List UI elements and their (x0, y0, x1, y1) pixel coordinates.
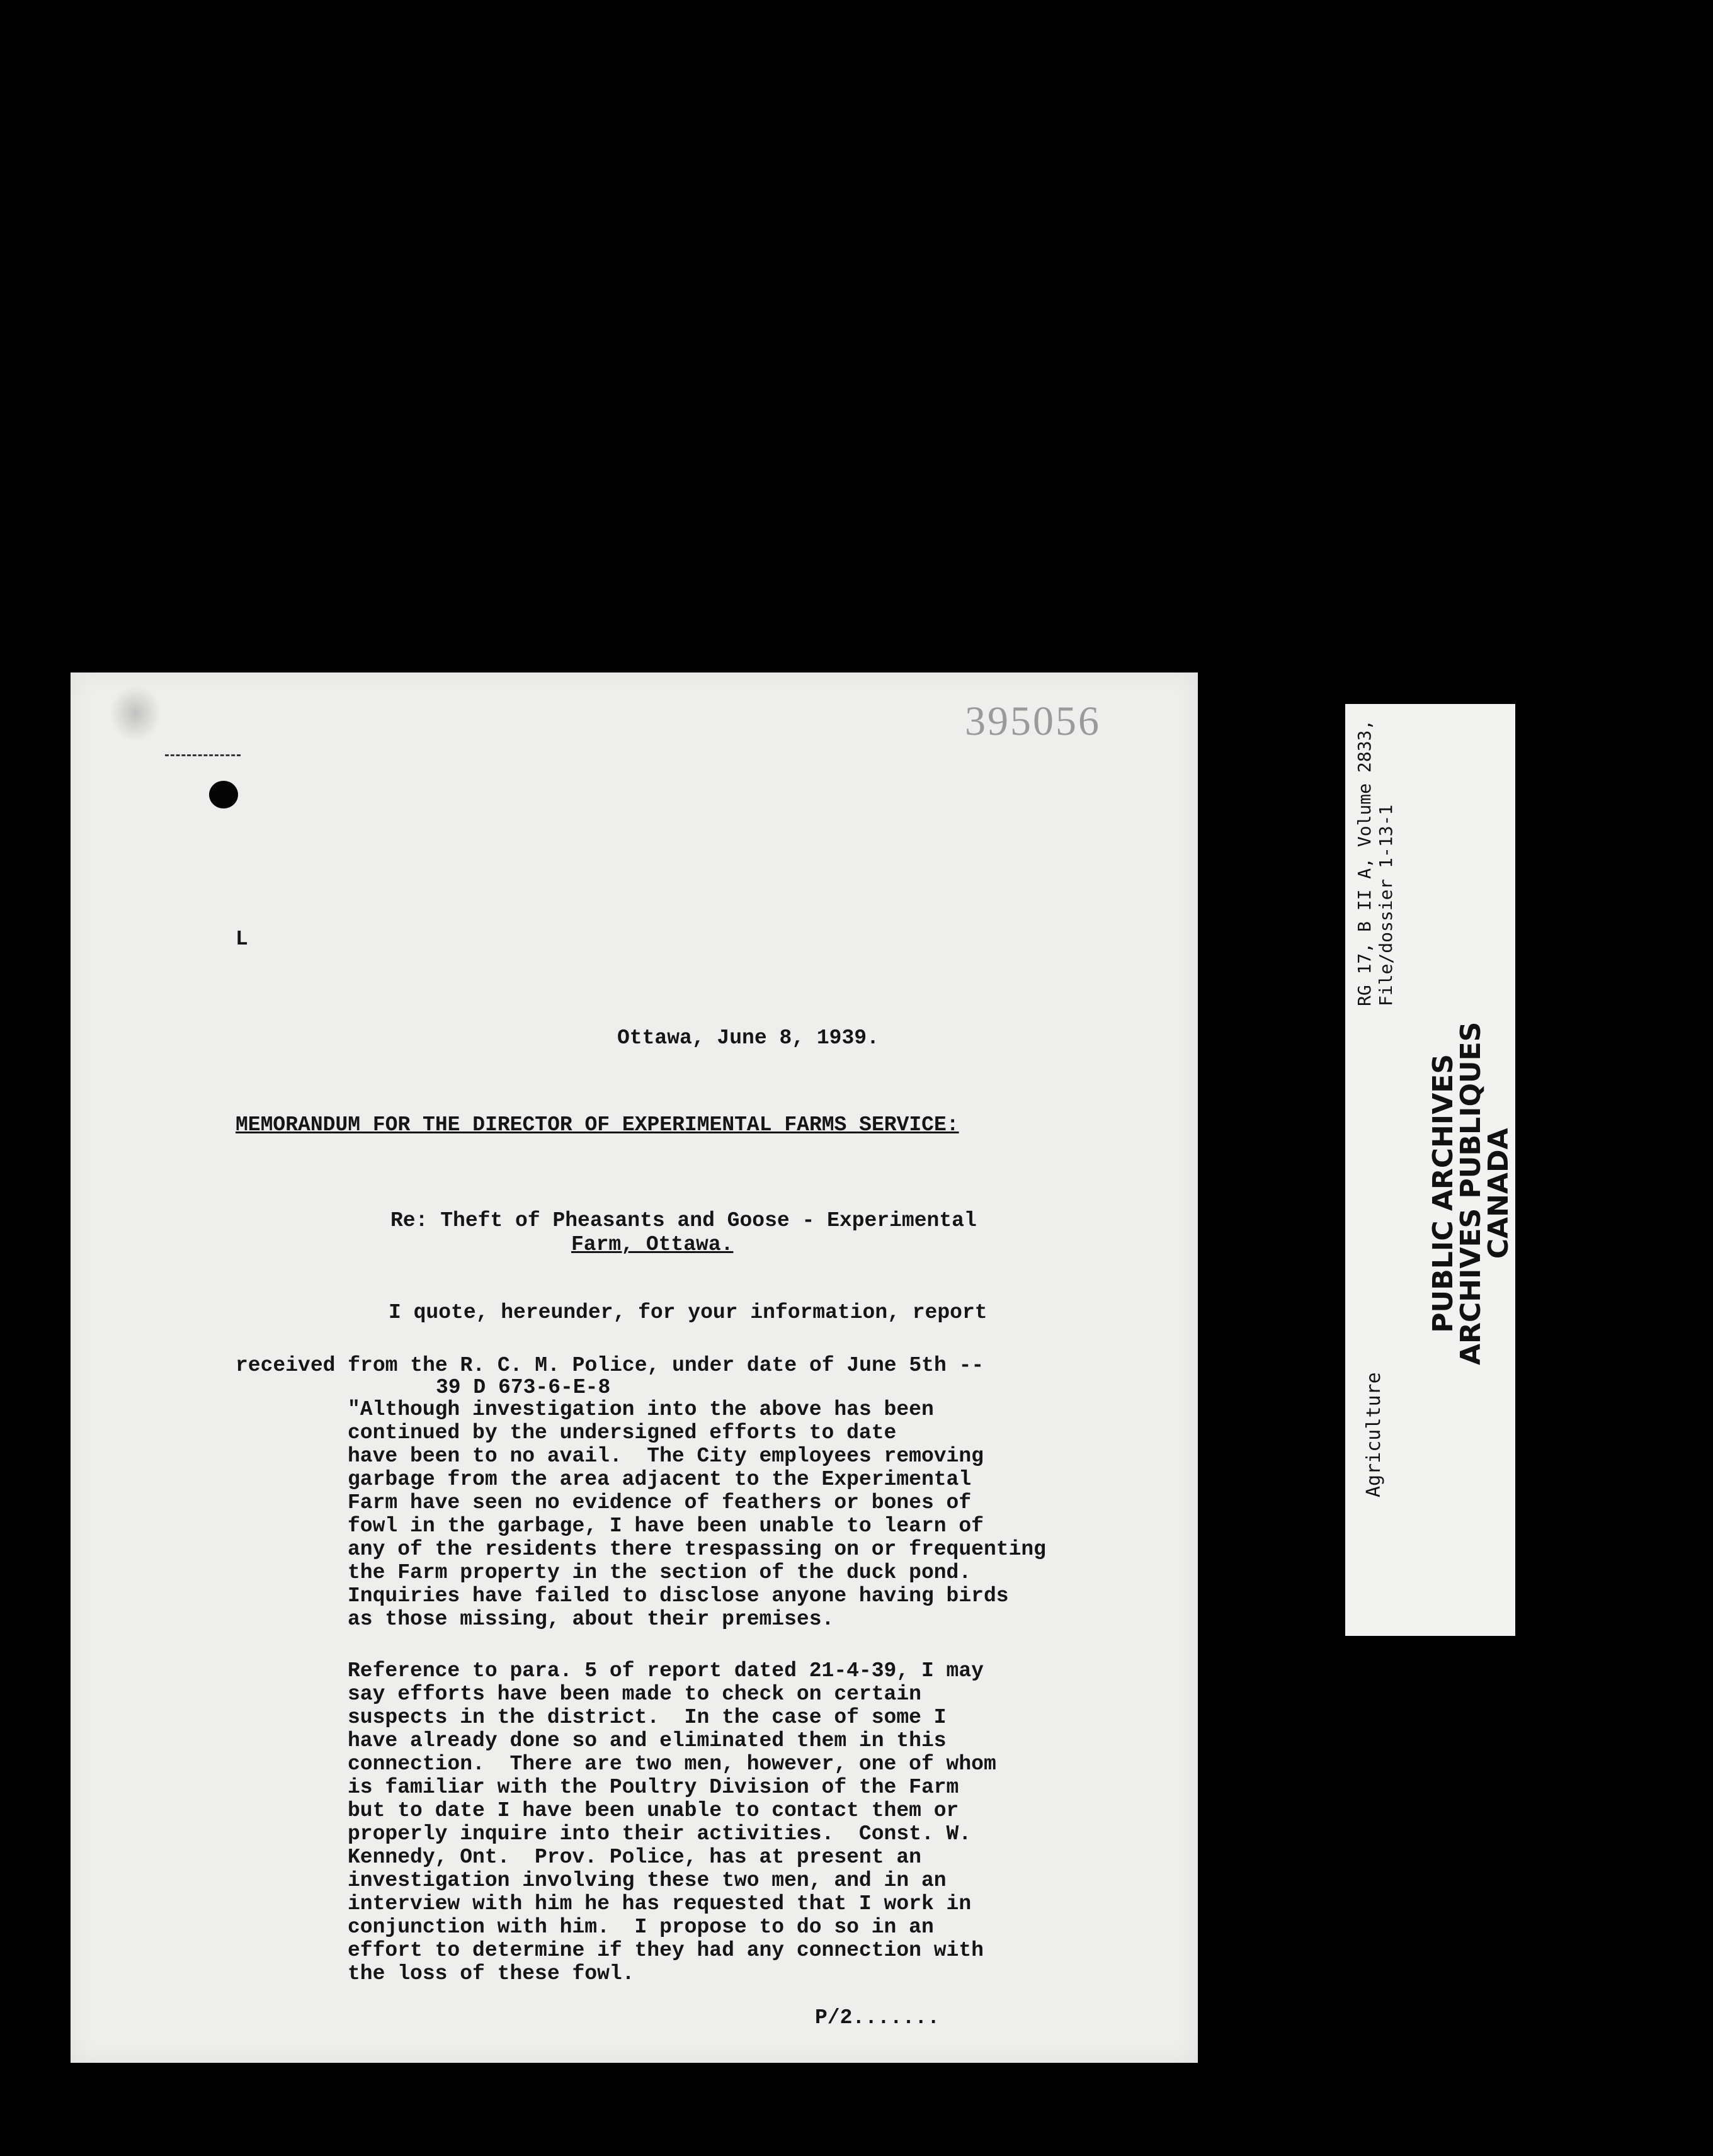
fingerprint-smudge (110, 685, 161, 742)
dateline: Ottawa, June 8, 1939. (617, 1026, 879, 1050)
intro-line-1: I quote, hereunder, for your information, report (389, 1301, 987, 1324)
file-reference: 39 D 673-6-E-8 (436, 1376, 611, 1399)
institution-line-2: ARCHIVES PUBLIQUES (1455, 1021, 1487, 1365)
memo-heading: MEMORANDUM FOR THE DIRECTOR OF EXPERIMENTAL FARMS SERVICE: (236, 1113, 959, 1137)
institution-line-1: PUBLIC ARCHIVES (1427, 1053, 1459, 1333)
institution-line-3: CANADA (1483, 1128, 1515, 1259)
archive-reference-line-1: RG 17, B II A, Volume 2833, (1354, 719, 1375, 1006)
page-continuation-marker: P/2....... (815, 2006, 940, 2029)
intro-line-2: received from the R. C. M. Police, under date of June 5th -- (236, 1354, 984, 1377)
stamp-number: 395056 (965, 698, 1101, 744)
initial-mark: L (236, 928, 248, 951)
punch-hole (209, 781, 238, 808)
archive-subject: Agriculture (1363, 1372, 1385, 1497)
document-page (71, 672, 1198, 2063)
archive-reference-line-2: File/dossier 1-13-1 (1375, 804, 1396, 1006)
archive-label-card (1345, 704, 1515, 1636)
archive-institution (1427, 1021, 1515, 1365)
quoted-paragraph-1: "Although investigation into the above has been continued by the undersigned efforts to date have been to no avail. The City employees removing garbage from the area adjacent to the Experimental Farm have seen no evidence of feathers or bones of fowl in the garbage, I have been unable to learn of any of the residents there trespassing on or frequenting the Farm property in the section of the duck pond. Inquiries have failed to disclose anyone having birds as those missing, about their premises. (348, 1398, 1046, 1631)
pencil-mark (165, 754, 241, 757)
quoted-paragraph-2: Reference to para. 5 of report dated 21-4-39, I may say efforts have been made to check on certain suspects in the district. In the case of some I have already done so and eliminated them in this connection. There are two men, however, one of whom is familiar with the Poultry Division of the Farm but to date I have been unable to contact them or properly inquire into their activities. Const. W. Kennedy, Ont. Prov. Police, has at present an investigation involving these two men, and in an interview with him he has requested that I work in conjunction with him. I propose to do so in an effort to determine if they had any connection with the loss of these fowl. (348, 1659, 996, 1985)
subject-line-1: Re: Theft of Pheasants and Goose - Experimental (390, 1209, 977, 1232)
archive-reference (1354, 720, 1397, 1006)
subject-line-2: Farm, Ottawa. (571, 1233, 734, 1256)
